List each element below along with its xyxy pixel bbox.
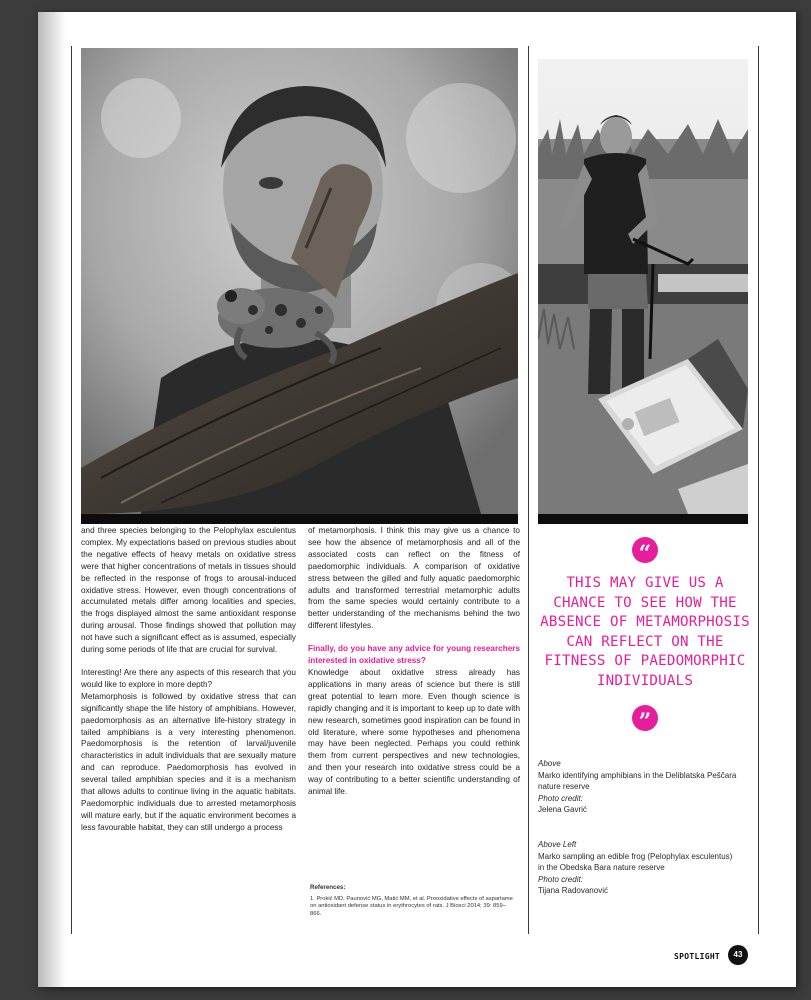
caption-above-label: Above [538,759,561,768]
page-number: 43 [728,945,748,965]
caption-above-left-text: Marko sampling an edible frog (Pelophylax esculentus) in the Obedska Bara nature reserve [538,851,733,873]
caption-above-credit: Jelena Gavrić [538,805,587,815]
caption-above-left [538,839,738,897]
main-photo-bar [81,514,518,524]
page-edge-shadow [38,12,66,987]
column-1-paragraph-1: and three species belonging to the Pelophylax esculentus complex. My expectations based on previous studies about the negative effects of heavy metals on oxidative stress were that higher concentrations of metals in tissues should be reflected in the response of frogs to arousal-induced oxidative stress. However, even though concentrations of accumulated metals differ among localities and species, the frogs displayed almost the same antioxidant response during arousal. Those findings showed that pollution may not have such a significant effect as is assumed, especially during some periods of life that are crucial for survival. [81,526,296,655]
side-photo-sampling [538,59,748,514]
side-photo-bar [538,514,748,524]
caption-above-left-label: Above Left [538,840,577,849]
caption-above-credit-label: Photo credit: [538,793,583,803]
column-2-paragraph-1: of metamorphosis. I think this may give us a chance to see how the absence of metamorphosis and all of the associated costs can reflect on the fitness of paedomorphic individuals. A comparison of oxidative stress between the gilled and fully aquatic paedomorphic adults and transformed terrestrial metamorphic adults from the same species would certainly contribute to a better understanding of the mechanisms behind the two different lifestyles. [308,526,520,631]
main-photo-illustration [81,48,518,514]
open-quote-icon: “ [632,537,658,563]
caption-above [538,758,750,816]
article-column-1 [81,525,296,834]
caption-above-left-credit-label: Photo credit: [538,874,583,884]
references [310,884,515,918]
reference-1: 1. Prokić MD, Paunović MG, Matić MM, et al. Prooxidative effects of aspartame on antioxidant defense status in erythrocytes of rats. J Biosci 2014; 39: 859–866. [310,896,513,917]
side-photo-illustration [538,59,748,514]
magazine-page [38,12,796,987]
column-1-question: Interesting! Are there any aspects of this research that you would like to explore in more depth? [81,667,296,689]
column-2-question: Finally, do you have any advice for young researchers interested in oxidative stress? [308,644,520,666]
references-heading: References: [310,884,346,891]
article-column-2 [308,525,520,798]
pull-quote: THIS MAY GIVE US A CHANCE TO SEE HOW THE ABSENCE OF METAMORPHOSIS CAN REFLECT ON THE FITNESS OF PAEDOMORPHIC INDIVIDUALS [540,575,750,689]
right-column-rule [758,46,759,934]
section-label: SPOTLIGHT [674,952,721,961]
column-2-paragraph-2: Knowledge about oxidative stress already has applications in many areas of science but there is still great potential to learn more. Even though science is rapidly changing and it is important to keep up to date with new research, sometimes good inspiration can be found in old literature, where some hypotheses and phenomena may have been neglected. Perhaps you could rethink them from current perspectives and new technologies, and then your research into oxidative stress could be a way of contributing to a better scientific understanding of animal life. [308,667,520,797]
middle-column-rule [528,46,529,934]
left-column-rule [71,46,72,934]
caption-above-left-credit: Tijana Radovanović [538,886,608,896]
close-quote-icon: ” [632,705,658,731]
main-photo-frog [81,48,518,514]
caption-above-text: Marko identifying amphibians in the Deliblatska Peščara nature reserve [538,770,737,792]
column-1-paragraph-2: Metamorphosis is followed by oxidative stress that can significantly shape the life history of amphibians. However, paedomorphosis as an alternative life-history strategy in tailed amphibians is a very interesting phenomenon. Paedomorphosis is the retention of larval/juvenile characteristics in adult individuals that are sexually mature and can reproduce. Paedomorphosis has evolved in several tailed amphibian species and it is a mechanism that allows adults to continue living in the aquatic habitats. Paedomorphic individuals due to arrested metamorphosis will mature early, but if the aquatic environment becomes a less favourable habitat, they can still undergo a process [81,691,296,832]
